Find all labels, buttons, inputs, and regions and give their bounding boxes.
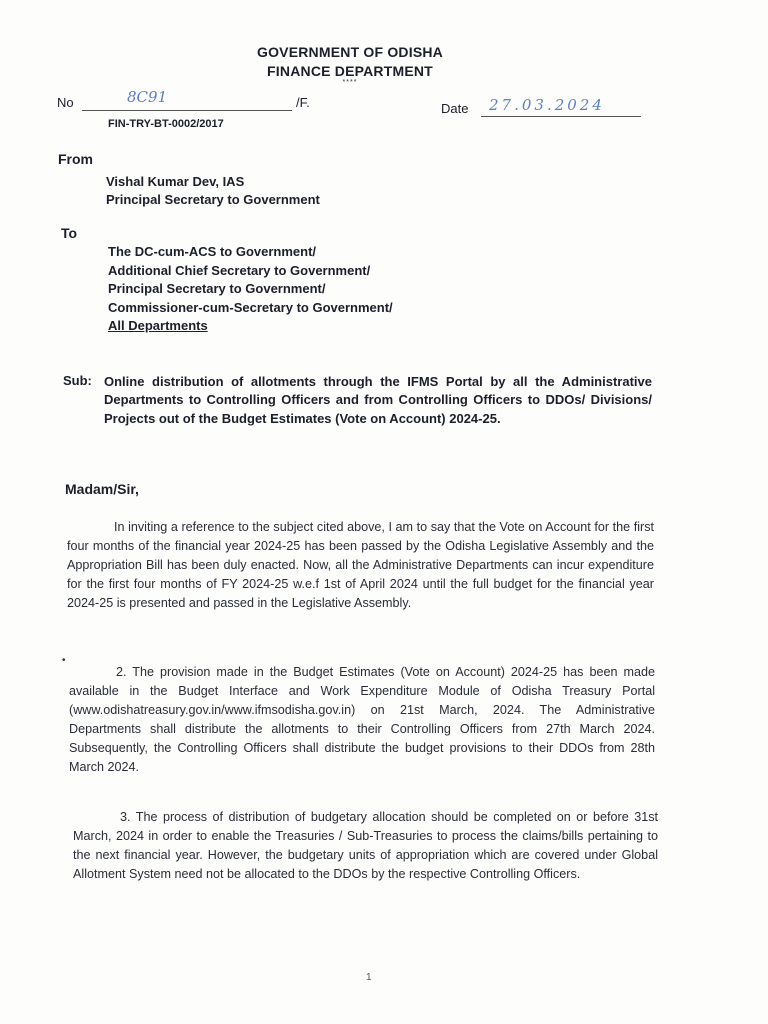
recipient-all-departments: All Departments — [108, 318, 208, 333]
subject-label: Sub: — [63, 373, 92, 388]
letter-no-label: No — [57, 95, 74, 110]
salutation: Madam/Sir, — [65, 481, 139, 497]
body-paragraph-3: 3. The process of distribution of budgetary allocation should be completed on or before 31st March, 2024 in order to enable the Treasuries / Sub-Treasuries to process the claims/bills pertaining to the next financial year. However, the budgetary units of appropriation which are covered under Global Allotment System need not be allocated to the DDOs by the respective Controlling Officers. — [73, 810, 658, 881]
sender-designation: Principal Secretary to Government — [106, 192, 320, 207]
sender-name: Vishal Kumar Dev, IAS — [106, 174, 245, 189]
header-stars: **** — [342, 79, 358, 86]
recipient-line: Principal Secretary to Government/ — [108, 281, 326, 296]
file-reference: FIN-TRY-BT-0002/2017 — [108, 118, 224, 130]
letter-no-field — [82, 88, 292, 111]
recipient-line: Commissioner-cum-Secretary to Government/ — [108, 300, 393, 315]
letter-no-handwritten: 8C91 — [127, 88, 168, 106]
letter-no-suffix: /F. — [296, 95, 310, 110]
page-number: 1 — [366, 972, 372, 983]
body-paragraph-1: In inviting a reference to the subject cited above, I am to say that the Vote on Account for the first four months of the financial year 2024-25 has been passed by the Odisha Legislative Assembly and the Appropriation Bill has been duly enacted. Now, all the Administrative Departments can incur expenditure for the first four months of FY 2024-25 w.e.f 1st of April 2024 until the full budget for the financial year 2024-25 is presented and passed in the Legislative Assembly. — [67, 520, 654, 610]
subject-text: Online distribution of allotments through the IFMS Portal by all the Administrative Departments to Controlling Officers and from Controlling Officers to DDOs/ Divisions/ Projects out of the Budget Estimates (Vote on Account) 2024-25. — [104, 374, 652, 426]
date-field — [481, 98, 641, 117]
header-department: FINANCE DEPARTMENT — [267, 63, 433, 79]
header-government: GOVERNMENT OF ODISHA — [256, 44, 443, 60]
to-label: To — [61, 225, 78, 241]
margin-dot: • — [62, 655, 66, 666]
from-label: From — [58, 151, 93, 167]
recipient-line: The DC-cum-ACS to Government/ — [108, 244, 317, 259]
body-paragraph-2: 2. The provision made in the Budget Estimates (Vote on Account) 2024-25 has been made available in the Budget Interface and Work Expenditure Module of Odisha Treasury Portal (www.odishatreasury.gov.in/www.ifmsodisha.gov.in) on 21st March, 2024. The Administrative Departments shall distribute the allotments to their Controlling Officers from 27th March 2024. Subsequently, the Controlling Officers shall distribute the budget provisions to their DDOs from 28th March 2024. — [69, 665, 655, 774]
date-handwritten: 27.03.2024 — [489, 96, 605, 114]
recipient-line: Additional Chief Secretary to Government/ — [108, 263, 371, 278]
date-label: Date — [441, 101, 469, 116]
